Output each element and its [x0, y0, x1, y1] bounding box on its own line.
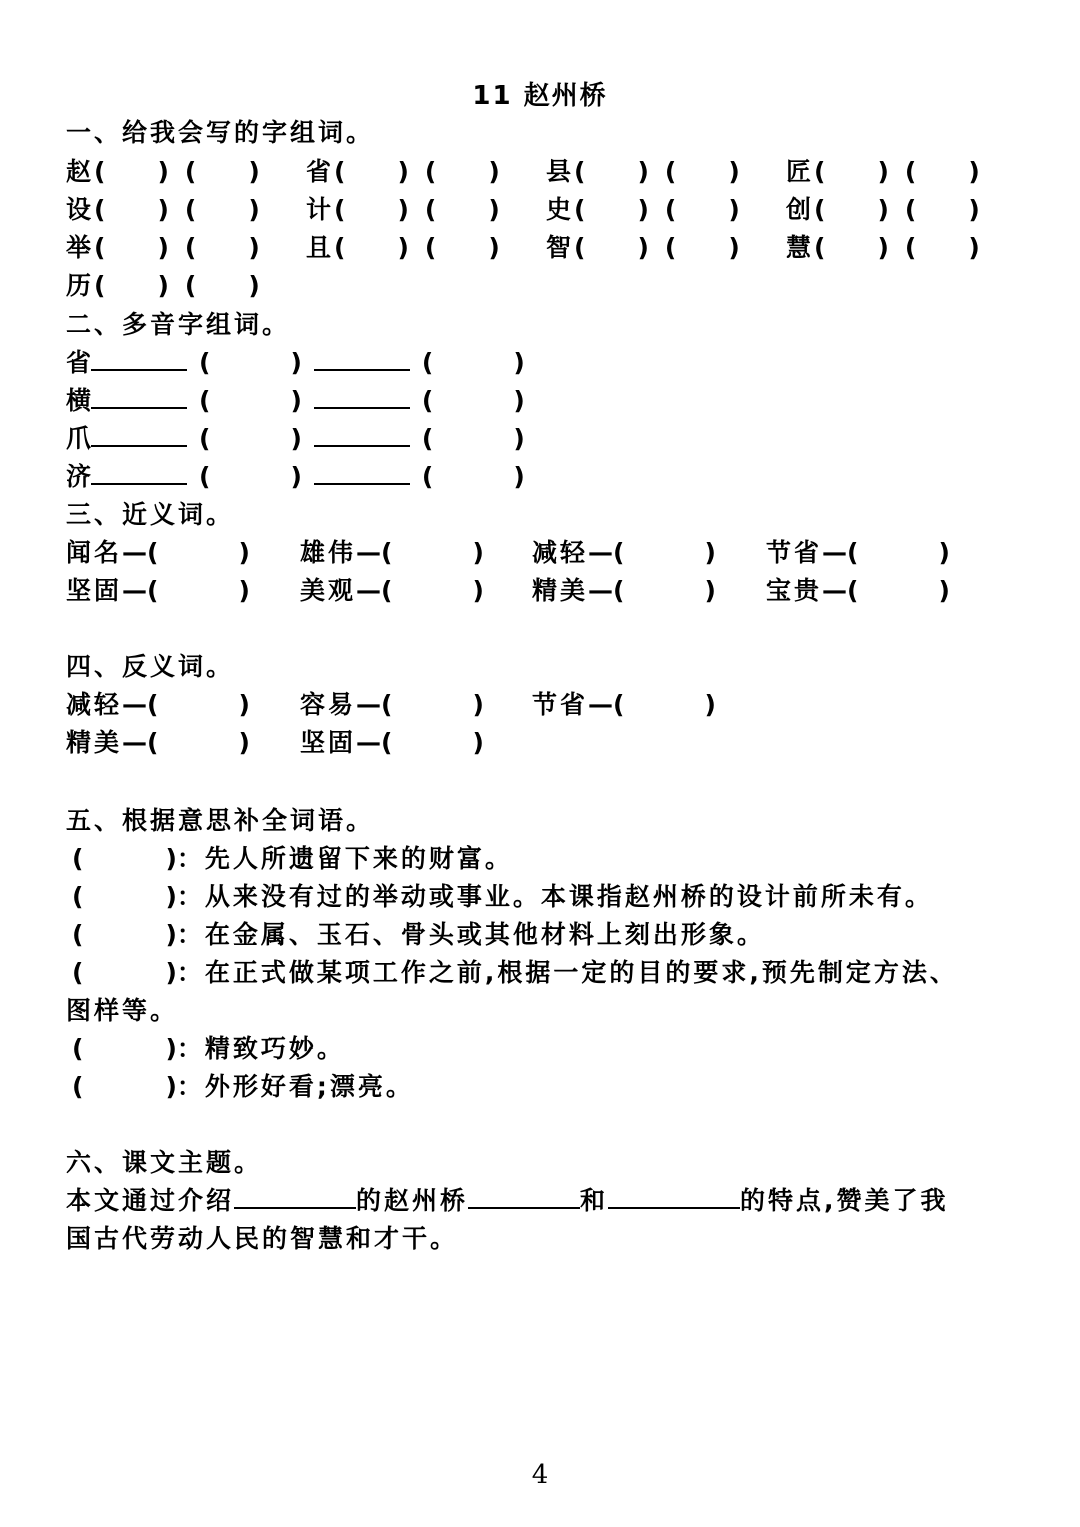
word-pair-item — [300, 690, 484, 720]
answer-brackets[interactable]: ( ) ( ) — [94, 157, 260, 186]
definition-row — [72, 882, 933, 912]
answer-brackets[interactable]: ( ) ( ) — [94, 195, 260, 224]
source-word: 减轻 — [532, 538, 589, 567]
answer-brackets[interactable]: ( ) ( ) — [334, 233, 500, 262]
answer-blank-pair[interactable]: ( ) ( ) — [91, 386, 525, 415]
word-group-item — [546, 157, 740, 187]
target-char: 举 — [66, 233, 95, 262]
definition-row — [72, 1072, 414, 1102]
target-char: 横 — [66, 386, 92, 415]
target-char: 历 — [66, 271, 95, 300]
source-word: 容易 — [300, 690, 357, 719]
answer-brackets[interactable]: ( ) — [72, 844, 177, 873]
source-word: 雄伟 — [300, 538, 357, 567]
answer-brackets[interactable]: —( ) — [588, 576, 716, 605]
word-group-item — [306, 157, 500, 187]
answer-brackets[interactable]: —( ) — [356, 728, 484, 757]
section1-heading: 一、给我会写的字组词。 — [66, 118, 375, 147]
word-group-item — [306, 233, 500, 263]
definition-text: ：先人所遗留下来的财富。 — [176, 844, 513, 873]
definition-continuation: 图样等。 — [66, 996, 179, 1025]
answer-brackets[interactable]: ( ) ( ) — [814, 157, 980, 186]
answer-brackets[interactable]: —( ) — [822, 538, 950, 567]
word-group-item — [786, 195, 980, 225]
source-word: 美观 — [300, 576, 357, 605]
answer-brackets[interactable]: ( ) ( ) — [814, 195, 980, 224]
theme-text-4: 的特点,赞美了我 — [740, 1186, 949, 1215]
word-pair-item — [532, 690, 716, 720]
source-word: 坚固 — [66, 576, 123, 605]
answer-brackets[interactable]: —( ) — [356, 576, 484, 605]
page-number: 4 — [531, 1460, 549, 1490]
answer-brackets[interactable]: —( ) — [588, 538, 716, 567]
definition-text: ：精致巧妙。 — [176, 1034, 345, 1063]
target-char: 爪 — [66, 424, 92, 453]
definition-row — [72, 1034, 345, 1064]
theme-sentence-line2: 国古代劳动人民的智慧和才干。 — [66, 1224, 459, 1253]
word-pair-item — [532, 576, 716, 606]
word-group-item — [306, 195, 500, 225]
source-word: 减轻 — [66, 690, 123, 719]
word-group-item — [786, 233, 980, 263]
answer-brackets[interactable]: ( ) ( ) — [334, 157, 500, 186]
polyphonic-row — [66, 462, 525, 492]
answer-brackets[interactable]: —( ) — [356, 538, 484, 567]
section5-heading: 五、根据意思补全词语。 — [66, 806, 375, 835]
definition-text: ：外形好看;漂亮。 — [176, 1072, 414, 1101]
source-word: 节省 — [532, 690, 589, 719]
target-char: 计 — [306, 195, 335, 224]
section3-heading: 三、近义词。 — [66, 500, 235, 529]
target-char: 慧 — [786, 233, 815, 262]
answer-blank[interactable] — [608, 1187, 740, 1209]
word-pair-item — [66, 576, 250, 606]
section6-heading: 六、课文主题。 — [66, 1148, 263, 1177]
answer-brackets[interactable]: ( ) ( ) — [574, 195, 740, 224]
answer-brackets[interactable]: ( ) ( ) — [94, 233, 260, 262]
answer-brackets[interactable]: —( ) — [356, 690, 484, 719]
answer-brackets[interactable]: ( ) — [72, 1034, 177, 1063]
section4-heading: 四、反义词。 — [66, 652, 235, 681]
source-word: 精美 — [66, 728, 123, 757]
answer-brackets[interactable]: —( ) — [822, 576, 950, 605]
polyphonic-row — [66, 386, 525, 416]
answer-brackets[interactable]: ( ) — [72, 958, 177, 987]
word-pair-item — [300, 728, 484, 758]
word-pair-item — [766, 538, 950, 568]
target-char: 赵 — [66, 157, 95, 186]
answer-brackets[interactable]: —( ) — [122, 728, 250, 757]
answer-brackets[interactable]: ( ) ( ) — [334, 195, 500, 224]
word-group-item — [66, 271, 260, 301]
word-group-item — [786, 157, 980, 187]
target-char: 济 — [66, 462, 92, 491]
answer-brackets[interactable]: ( ) ( ) — [574, 157, 740, 186]
answer-brackets[interactable]: ( ) — [72, 920, 177, 949]
target-char: 设 — [66, 195, 95, 224]
source-word: 闻名 — [66, 538, 123, 567]
polyphonic-row — [66, 424, 525, 454]
word-pair-item — [766, 576, 950, 606]
answer-brackets[interactable]: —( ) — [588, 690, 716, 719]
word-pair-item — [300, 576, 484, 606]
answer-brackets[interactable]: ( ) ( ) — [94, 271, 260, 300]
theme-text-2: 的赵州桥 — [356, 1186, 469, 1215]
answer-brackets[interactable]: —( ) — [122, 538, 250, 567]
section2-heading: 二、多音字组词。 — [66, 310, 291, 339]
definition-text: ：从来没有过的举动或事业。本课指赵州桥的设计前所未有。 — [176, 882, 933, 911]
target-char: 匠 — [786, 157, 815, 186]
target-char: 智 — [546, 233, 575, 262]
answer-brackets[interactable]: —( ) — [122, 690, 250, 719]
answer-blank[interactable] — [234, 1187, 356, 1209]
target-char: 创 — [786, 195, 815, 224]
target-char: 且 — [306, 233, 335, 262]
definition-row — [72, 844, 513, 874]
definition-row — [72, 958, 958, 988]
answer-brackets[interactable]: ( ) ( ) — [574, 233, 740, 262]
answer-blank-pair[interactable]: ( ) ( ) — [91, 462, 525, 491]
theme-text-1: 本文通过介绍 — [66, 1186, 235, 1215]
definition-text: ：在金属、玉石、骨头或其他材料上刻出形象。 — [176, 920, 765, 949]
answer-brackets[interactable]: ( ) ( ) — [814, 233, 980, 262]
answer-brackets[interactable]: ( ) — [72, 1072, 177, 1101]
target-char: 省 — [306, 157, 335, 186]
word-pair-item — [66, 690, 250, 720]
source-word: 坚固 — [300, 728, 357, 757]
target-char: 县 — [546, 157, 575, 186]
word-group-item — [66, 157, 260, 187]
page-title: 11 赵州桥 — [472, 81, 608, 111]
word-pair-item — [300, 538, 484, 568]
definition-row — [72, 920, 765, 950]
target-char: 史 — [546, 195, 575, 224]
answer-brackets[interactable]: —( ) — [122, 576, 250, 605]
answer-brackets[interactable]: ( ) — [72, 882, 177, 911]
answer-blank-pair[interactable]: ( ) ( ) — [91, 424, 525, 453]
target-char: 省 — [66, 348, 92, 377]
polyphonic-row — [66, 348, 525, 378]
word-pair-item — [66, 538, 250, 568]
word-group-item — [546, 233, 740, 263]
source-word: 节省 — [766, 538, 823, 567]
word-group-item — [66, 233, 260, 263]
answer-blank[interactable] — [468, 1187, 580, 1209]
word-group-item — [66, 195, 260, 225]
theme-text-3: 和 — [580, 1186, 609, 1215]
definition-text: ：在正式做某项工作之前,根据一定的目的要求,预先制定方法、 — [176, 958, 958, 987]
word-pair-item — [66, 728, 250, 758]
theme-sentence-line1 — [66, 1186, 949, 1216]
word-pair-item — [532, 538, 716, 568]
source-word: 精美 — [532, 576, 589, 605]
answer-blank-pair[interactable]: ( ) ( ) — [91, 348, 525, 377]
word-group-item — [546, 195, 740, 225]
source-word: 宝贵 — [766, 576, 823, 605]
